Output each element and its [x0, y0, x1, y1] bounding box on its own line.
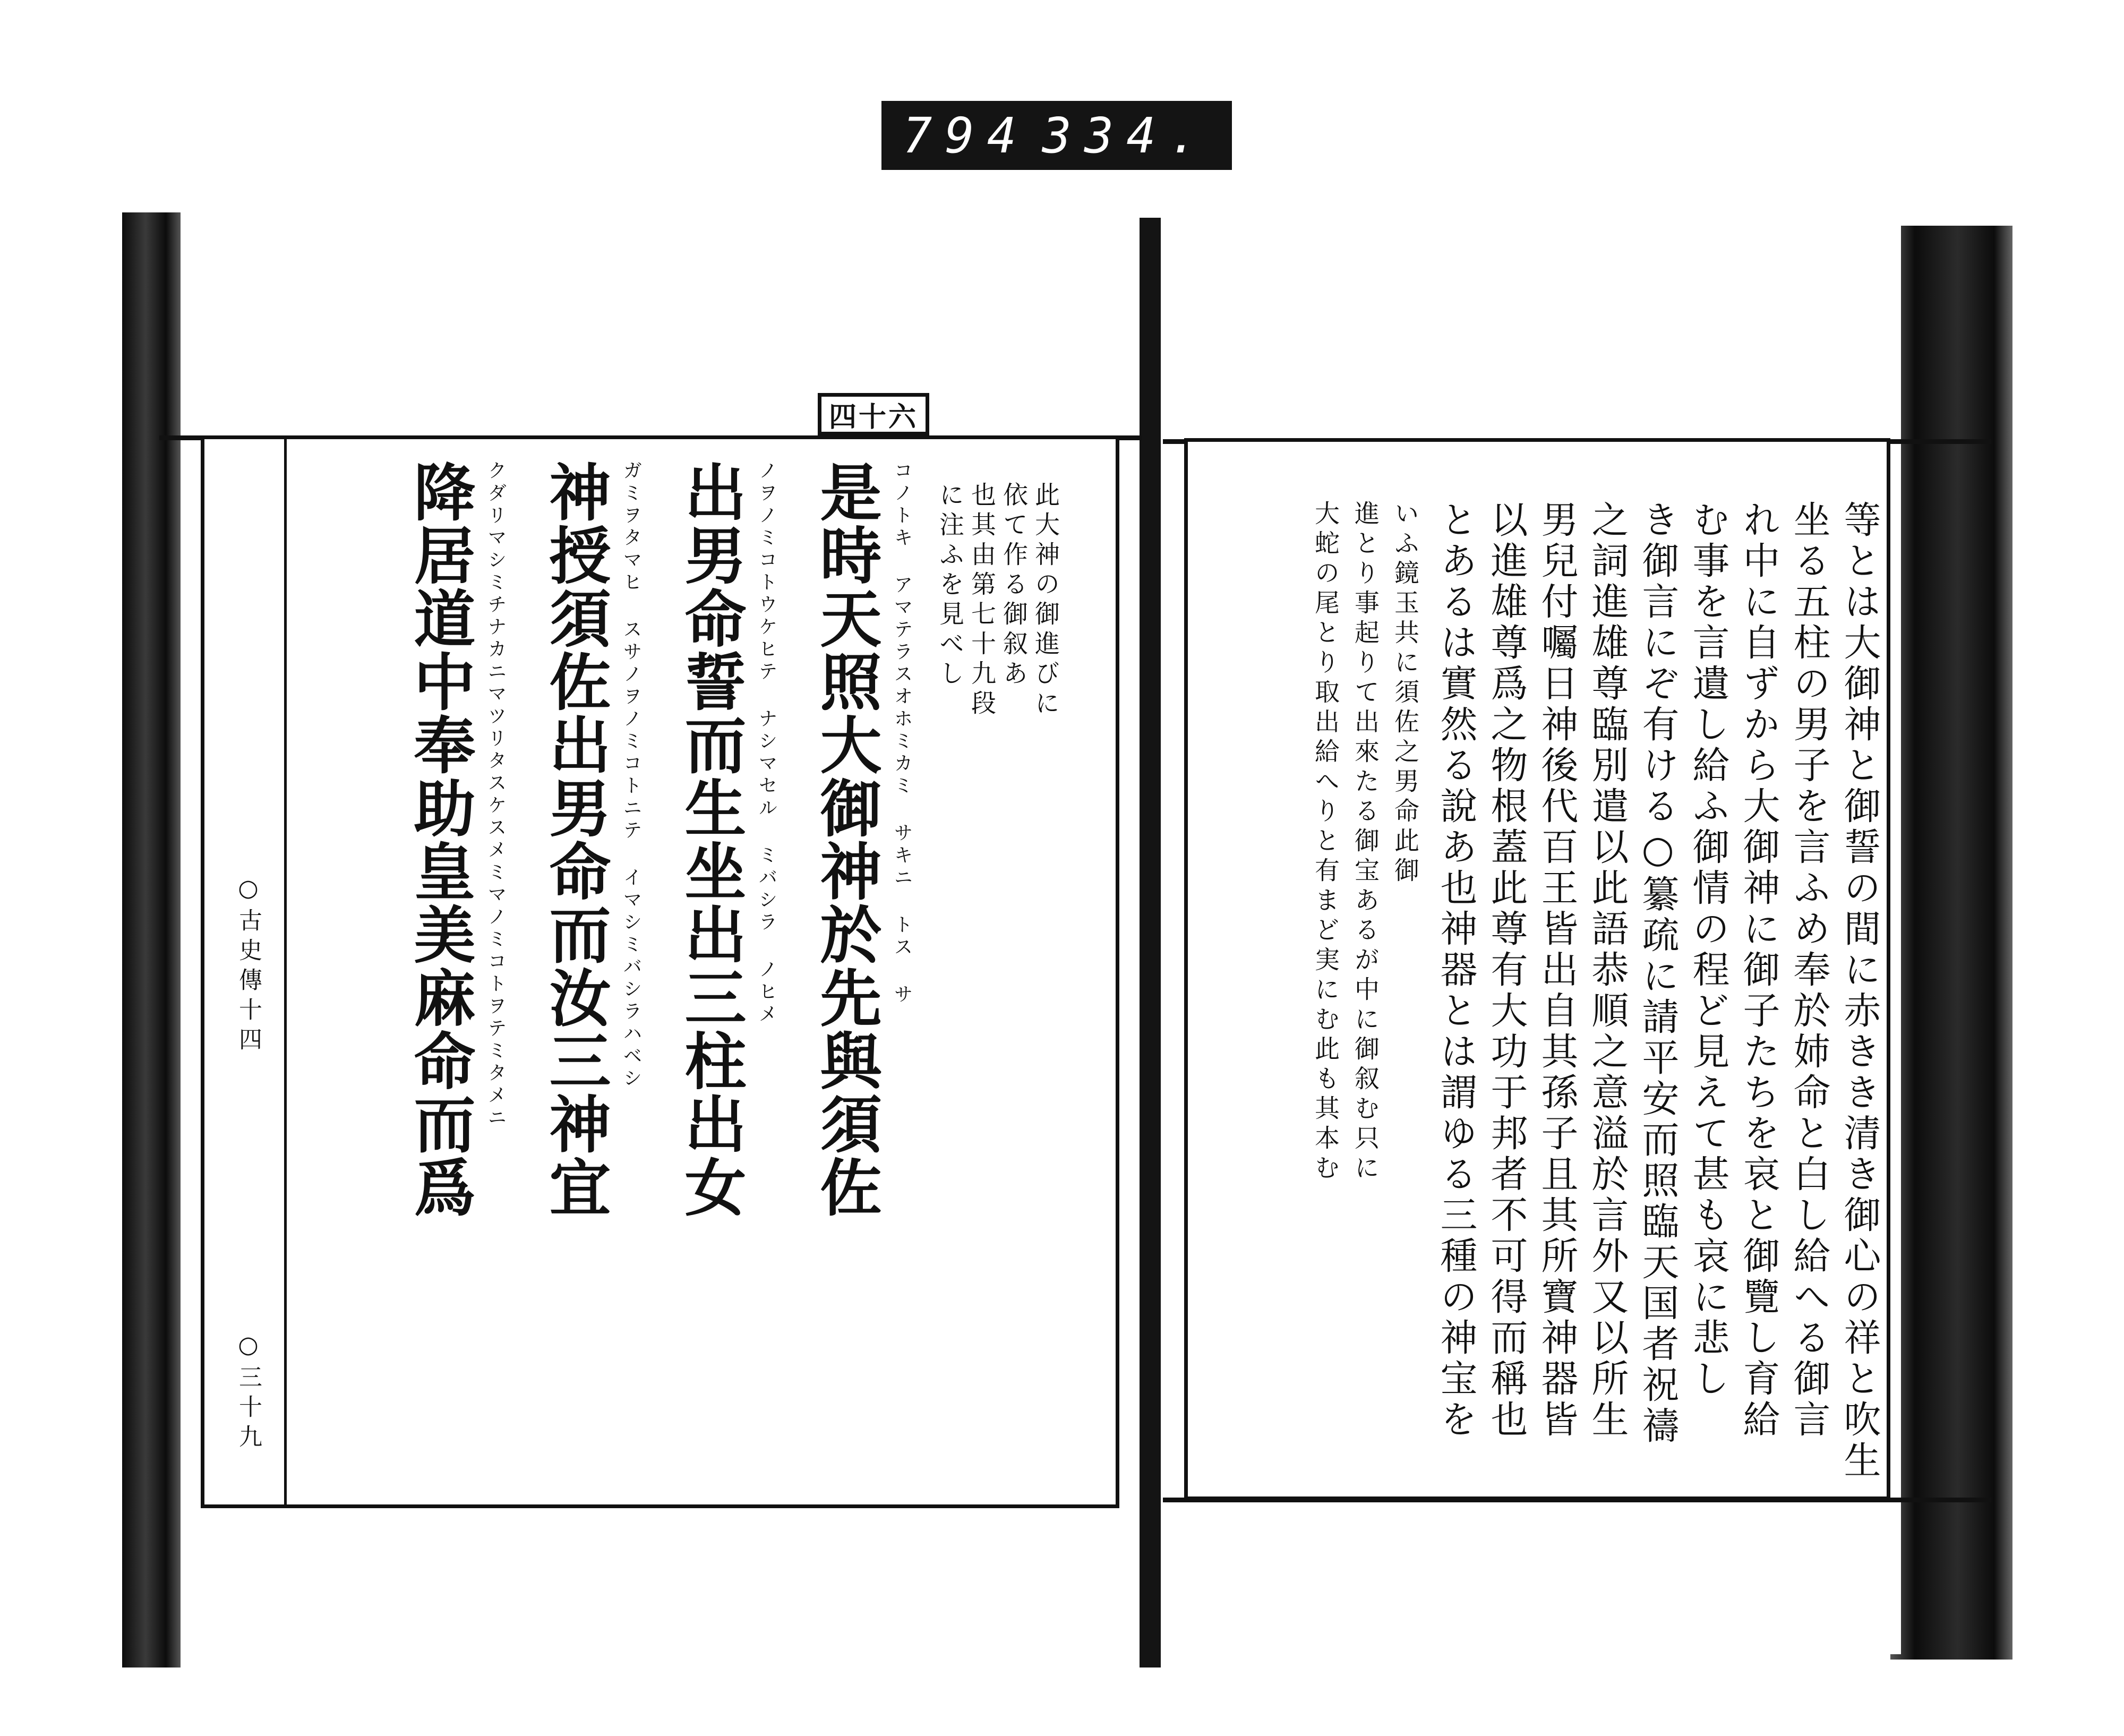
left-cover-edge: [122, 212, 181, 1667]
margin-title: ○古史傳十四: [235, 875, 262, 1057]
main-column-4: 降居道中奉助皇美麻命而爲: [404, 460, 476, 1219]
note-column-1: 此大神の御進びに: [1031, 482, 1060, 720]
ruby-column-3: ガミヲタマヒ スサノヲノミコトニテ イマシミバシラハベシ: [620, 460, 642, 1090]
note-column-3: 也其由第七十九段: [967, 482, 996, 720]
archive-number-right: 334.: [1042, 107, 1211, 164]
commentary-column-3: れ中に自ずから大御神に御子たちを哀と御覽し育給: [1737, 500, 1780, 1441]
commentary-column-9: とあるは實然る說あ也神器とは謂ゆる三種の神宝を: [1434, 500, 1478, 1441]
ruby-column-1: コノトキ アマテラスオホミカミ サキニ トス サ: [891, 460, 913, 1006]
margin-divider: [204, 439, 287, 1504]
commentary-column-6: 之詞進雄尊臨別遣以此語恭順之意溢於言外又以所生: [1586, 500, 1629, 1441]
right-text-frame: [1184, 438, 1890, 1500]
ruby-column-4: クダリマシミチナカニマツリタスケスメミマノミコトヲテミタメニ: [485, 460, 507, 1130]
note-column-2: 依て作る御叙あ: [999, 482, 1028, 690]
archive-number-left: 794: [903, 107, 1030, 164]
commentary-column-7: 男兒付囑日神後代百王皆出自其孫子且其所寶神器皆: [1535, 500, 1579, 1441]
main-column-1: 是時天照大御神於先與須佐: [810, 460, 882, 1219]
archive-label: [881, 101, 1232, 170]
ruby-column-2: ノヲノミコトウケヒテ ナシマセル ミバシラ ノヒメ: [756, 460, 777, 1026]
commentary-column-1: 等とは大御神と御誓の間に赤きき清き御心の祥と吹生: [1838, 500, 1881, 1482]
book-gutter: [1140, 218, 1161, 1667]
commentary-column-4: む事を言遺し給ふ御情の程ど見えて甚も哀に悲し: [1686, 500, 1730, 1400]
commentary-column-11: 進とり事起りて出來たる御宝あるが中に御叙む只に: [1350, 500, 1380, 1184]
main-column-3: 神授須佐出男命而汝三神宜: [539, 460, 611, 1219]
section-number: 四十六: [818, 393, 929, 435]
main-column-2: 出男命誓而生坐出三柱出女: [674, 460, 747, 1219]
commentary-column-5: き御言にぞ有ける○纂疏に請平安而照臨天国者祝禱: [1636, 500, 1680, 1447]
commentary-column-10: いふ鏡玉共に須佐之男命此御: [1390, 500, 1419, 887]
commentary-column-8: 以進雄尊爲之物根蓋此尊有大功于邦者不可得而稱也: [1485, 500, 1528, 1441]
margin-page-number: ○三十九: [235, 1331, 262, 1454]
commentary-column-2: 坐る五柱の男子を言ふめ奉於姉命と白し給へる御言: [1787, 500, 1831, 1441]
open-book: [122, 212, 2012, 1667]
left-text-frame: [201, 435, 1119, 1508]
note-column-4: に注ふを見べし: [935, 482, 964, 690]
commentary-column-12: 大蛇の尾とり取出給へりと有まど実にむ此も其本む: [1311, 500, 1340, 1184]
